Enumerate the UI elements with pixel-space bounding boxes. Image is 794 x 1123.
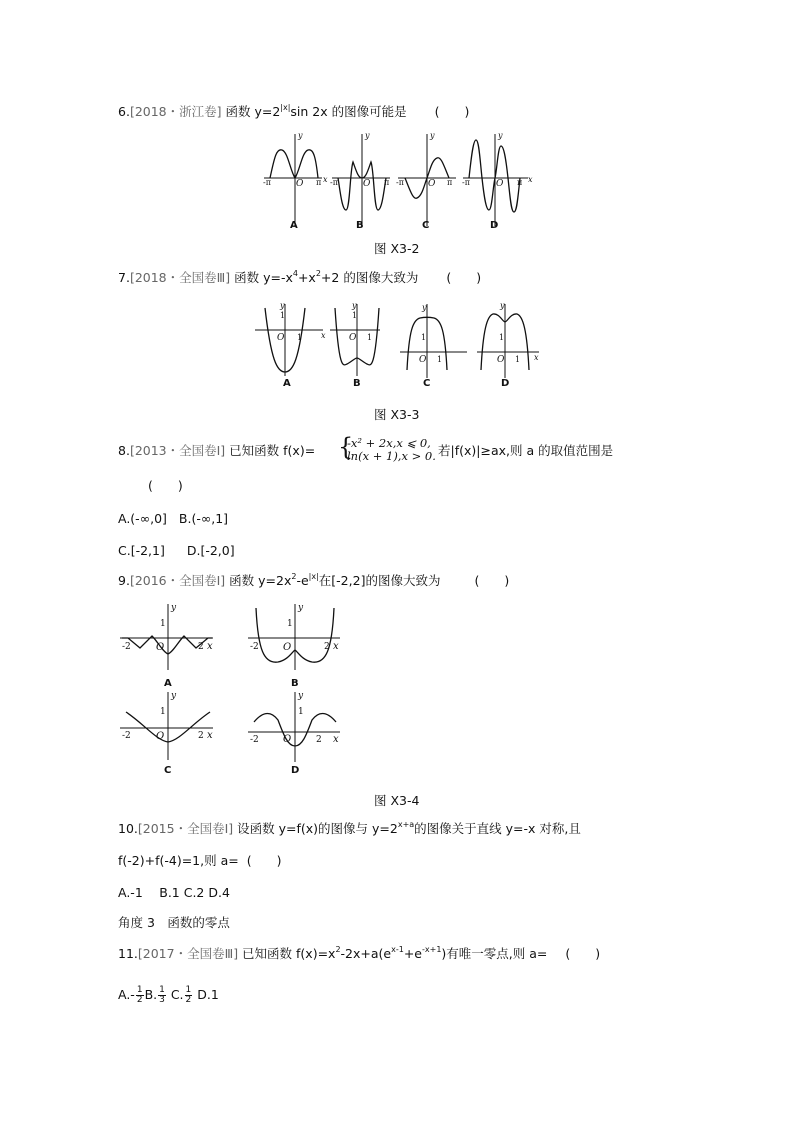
q9-b-origin: O [283, 642, 292, 653]
q9-option-a: A [164, 678, 172, 689]
q8-brace: { [338, 433, 354, 461]
q7-sup-1: 4 [292, 269, 298, 278]
q7-figure-caption: 图 X3-3 [374, 407, 420, 422]
q9-text-3: 在[-2,2]的图像大致为 [318, 573, 441, 588]
q11-c-numerator: 1 [185, 985, 192, 995]
q11-stem [118, 946, 600, 962]
q8-option-c: C.[-2,1] [118, 543, 165, 558]
q8-option-a: A.(-∞,0] [118, 511, 167, 526]
q6-a-origin: O [296, 179, 304, 189]
q6-d-ylabel: y [498, 131, 503, 140]
q9-b-neg2: -2 [250, 642, 259, 652]
q6-d-xlabel: x [528, 175, 533, 184]
q6-c-pi: π [447, 178, 453, 187]
q11-text: 已知函数 f(x)=x [238, 946, 336, 961]
q9-graph-c [120, 691, 213, 776]
q11-sup-3: -x+1 [422, 945, 442, 954]
q10-text-2: 的图像关于直线 y=-x 对称,且 [414, 821, 581, 836]
q7-a-one-y: 1 [280, 311, 286, 320]
q6-graph-a [263, 131, 328, 231]
q6-source: [2018・浙江卷] [129, 104, 222, 119]
q9-stem [118, 573, 509, 589]
q9-a-one: 1 [160, 619, 166, 629]
q10-text-3: f(-2)+f(-4)=1,则 a= [118, 853, 239, 868]
q6-a-pi: π [316, 178, 322, 187]
q6-a-xlabel: x [323, 175, 328, 184]
q7-text: 函数 y=-x [230, 270, 293, 285]
q8-answer-blank: ( ) [148, 478, 183, 493]
q6-answer-blank: ( ) [434, 104, 470, 119]
q11-option-c [166, 985, 193, 1005]
q6-option-a: A [290, 220, 298, 231]
q6-b-negpi: -π [330, 178, 338, 187]
q11-sup-1: 2 [335, 945, 341, 954]
q11-a-numerator: 1 [136, 985, 143, 995]
q6-text-2: sin 2x 的图像可能是 [290, 104, 407, 119]
q7-sup-2: 2 [315, 269, 321, 278]
q9-a-xlabel: x [207, 641, 213, 652]
q6-option-c: C [422, 220, 430, 231]
q8-piece-2: ln(x + 1),x > 0. [347, 449, 436, 463]
q8-number: 8. [118, 443, 130, 458]
q9-option-b: B [291, 678, 299, 689]
q6-a-ylabel: y [298, 131, 303, 140]
q6-graph-b [330, 131, 390, 231]
q11-c-denominator: 2 [185, 995, 192, 1005]
q6-a-negpi: -π [263, 178, 271, 187]
q11-option-c-label: C. [166, 987, 184, 1002]
q11-number: 11. [118, 946, 138, 961]
q11-source: [2017・全国卷Ⅲ] [137, 946, 239, 961]
q6-text: 函数 y=2 [221, 104, 281, 119]
q10-source: [2015・全国卷Ⅰ] [137, 821, 234, 836]
q10-answer-blank: ( ) [246, 853, 282, 868]
q9-sup-2: |x| [308, 572, 319, 581]
q11-sup-2: x-1 [391, 945, 404, 954]
q11-option-c-fraction [185, 986, 193, 1005]
q9-answer-blank: ( ) [474, 573, 510, 588]
q9-d-ylabel: y [298, 691, 304, 701]
q10-number: 10. [118, 821, 138, 836]
q11-option-d: D.1 [193, 987, 219, 1002]
q9-d-two: 2 [316, 735, 322, 745]
q6-option-b: B [356, 220, 364, 231]
q7-b-one-x: 1 [367, 333, 373, 342]
q10-exponent: x+a [397, 820, 415, 829]
q10-stem [118, 821, 581, 837]
q7-a-ylabel: y [280, 301, 285, 310]
q7-d-ylabel: y [500, 301, 505, 310]
q9-source: [2016・全国卷Ⅰ] [129, 573, 226, 588]
q9-b-xlabel: x [333, 641, 339, 652]
q6-d-pi: π [517, 178, 523, 187]
q8-option-d: D.[-2,0] [186, 543, 235, 558]
q7-text-2: +x [297, 270, 316, 285]
q9-figure-caption: 图 X3-4 [374, 793, 420, 808]
q7-option-a: A [283, 378, 291, 389]
q6-b-ylabel: y [365, 131, 370, 140]
q7-d-one-y: 1 [499, 333, 505, 342]
q6-graph-d [462, 131, 533, 231]
q7-option-d: D [501, 378, 510, 389]
q11-text-4: )有唯一零点,则 a= [441, 946, 548, 961]
q9-d-neg2: -2 [250, 735, 259, 745]
q11-answer-blank: ( ) [565, 946, 601, 961]
q7-stem [118, 270, 481, 286]
q9-b-two: 2 [324, 642, 330, 652]
q11-option-a [118, 985, 145, 1005]
q7-b-one-y: 1 [352, 311, 358, 320]
q9-c-one: 1 [160, 707, 166, 717]
q7-number: 7. [118, 270, 130, 285]
q6-number: 6. [118, 104, 130, 119]
q9-text: 函数 y=2x [225, 573, 292, 588]
q9-graphs [118, 600, 343, 775]
q7-text-3: +2 的图像大致为 [320, 270, 419, 285]
q7-answer-blank: ( ) [446, 270, 482, 285]
q9-c-origin: O [156, 731, 165, 742]
q11-text-2: -2x+a(e [340, 946, 392, 961]
q11-options [118, 984, 219, 1006]
q7-d-one-x: 1 [515, 355, 521, 364]
q8-piece-1: -x² + 2x,x ⩽ 0, [347, 436, 431, 450]
q6-c-ylabel: y [430, 131, 435, 140]
q6-d-negpi: -π [462, 178, 470, 187]
q7-option-c: C [423, 378, 431, 389]
q6-b-pi: π [384, 178, 390, 187]
q6-figure-caption: 图 X3-2 [374, 241, 420, 256]
q9-b-ylabel: y [298, 603, 304, 613]
q9-c-neg2: -2 [122, 731, 131, 741]
q10-stem-line-2 [118, 853, 281, 869]
q7-d-origin: O [497, 355, 505, 365]
q8-stem [118, 443, 315, 459]
q7-source: [2018・全国卷Ⅲ] [129, 270, 231, 285]
q6-graphs [260, 130, 535, 235]
q8-source: [2013・全国卷Ⅰ] [129, 443, 226, 458]
q7-c-one-x: 1 [437, 355, 443, 364]
q6-c-negpi: -π [396, 178, 404, 187]
q7-option-b: B [353, 378, 361, 389]
q6-c-origin: O [428, 179, 436, 189]
q9-d-one: 1 [298, 707, 304, 717]
q11-b-denominator: 3 [159, 995, 165, 1005]
q7-b-origin: O [349, 333, 357, 343]
q6-stem [118, 104, 469, 120]
q9-d-origin: O [283, 734, 292, 745]
q7-c-ylabel: y [422, 303, 427, 312]
q11-option-b [144, 985, 167, 1005]
q11-option-a-fraction [136, 986, 144, 1005]
q7-a-one-x: 1 [297, 333, 303, 342]
q7-graph-b [330, 301, 380, 389]
q9-c-ylabel: y [171, 691, 177, 701]
q7-graph-c [400, 303, 467, 389]
q9-graph-a [120, 603, 213, 689]
q9-d-xlabel: x [333, 734, 339, 745]
q11-option-b-label: B. [144, 987, 158, 1002]
q7-a-origin: O [277, 333, 285, 343]
q11-b-numerator: 1 [159, 985, 165, 995]
q9-sup-1: 2 [291, 572, 297, 581]
q9-a-origin: O [156, 642, 165, 653]
q9-a-ylabel: y [171, 603, 177, 613]
q9-b-one: 1 [287, 619, 293, 629]
q9-c-two: 2 [198, 731, 204, 741]
q6-exponent: |x| [280, 103, 291, 112]
q9-a-two: 2 [198, 642, 204, 652]
q7-b-ylabel: y [352, 301, 357, 310]
q9-graph-d [248, 691, 340, 776]
q8-options-row-2 [118, 543, 235, 559]
q7-graphs [255, 300, 540, 392]
q9-c-xlabel: x [207, 730, 213, 741]
q6-d-origin: O [496, 179, 504, 189]
q9-text-2: -e [296, 573, 309, 588]
q11-option-a-label: A.- [118, 987, 135, 1002]
q8-condition: 若|f(x)|≥ax,则 a 的取值范围是 [438, 443, 614, 458]
section-heading: 角度 3 函数的零点 [118, 915, 230, 930]
q7-c-origin: O [419, 355, 427, 365]
q9-a-neg2: -2 [122, 642, 131, 652]
q8-text: 已知函数 f(x)= [225, 443, 316, 458]
q8-options-row-1 [118, 511, 228, 527]
q6-graph-c [396, 131, 456, 231]
q7-graph-d [477, 301, 539, 389]
q7-graph-a [255, 301, 326, 389]
q7-d-xlabel: x [534, 353, 539, 362]
q11-option-b-fraction [158, 986, 166, 1005]
q7-a-xlabel: x [321, 331, 326, 340]
q9-number: 9. [118, 573, 130, 588]
q9-option-d: D [291, 765, 300, 776]
q11-a-denominator: 2 [136, 995, 143, 1005]
q8-option-b: B.(-∞,1] [178, 511, 229, 526]
q11-text-3: +e [403, 946, 422, 961]
q6-b-origin: O [363, 179, 371, 189]
q7-c-one-y: 1 [421, 333, 427, 342]
q9-option-c: C [164, 765, 172, 776]
q10-options: A.-1 B.1 C.2 D.4 [118, 885, 230, 900]
q9-graph-b [248, 603, 340, 689]
q6-option-d: D [490, 220, 499, 231]
q10-text: 设函数 y=f(x)的图像与 y=2 [233, 821, 398, 836]
